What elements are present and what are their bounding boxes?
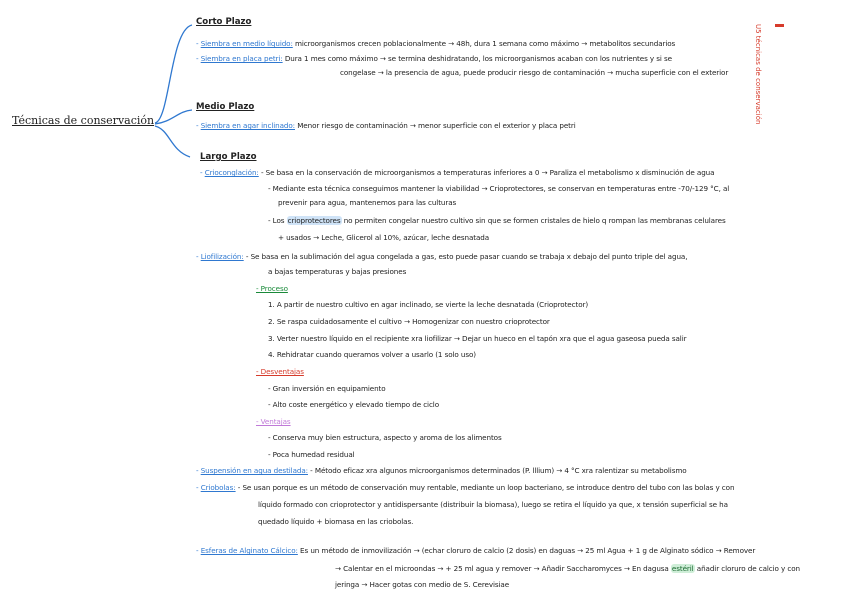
ventaja-1: - Conserva muy bien estructura, aspecto y aroma de los alimentos	[268, 433, 502, 442]
ventajas-label: - Ventajas	[256, 417, 291, 426]
desventajas-label: - Desventajas	[256, 367, 304, 376]
heading-corto: Corto Plazo	[196, 17, 252, 27]
corto-label-1: Siembra en medio líquido:	[200, 39, 293, 48]
esteril-highlight: estéril	[671, 564, 694, 573]
branch-corto	[155, 25, 192, 123]
crio-line-4: - Los crioprotectores no permiten congelar nuestro cultivo sin que se formen cristales de hielo q rompan las membranas celulares	[268, 216, 726, 225]
heading-medio: Medio Plazo	[196, 102, 255, 112]
lio-label: Liofilización:	[200, 252, 244, 261]
crio-label: Crioconglación:	[204, 168, 259, 177]
criobolas-line-2: líquido formado con crioprotector y antidispersante (distribuir la biomasa), luego se retira el líquido ya que, x tensión superficial se ha	[258, 500, 728, 509]
criobolas-line-3: quedado líquido + biomasa en las criobolas.	[258, 517, 414, 526]
corto-item-2-cont: congelase → la presencia de agua, puede producir riesgo de contaminación → mucha superficie con el exterior	[340, 68, 729, 77]
corto-item-2: - Siembra en placa petri: Dura 1 mes como máximo → se termina deshidratando, los microorganismos acaban con los nutrientes y si se	[196, 54, 672, 63]
medio-label-1: Siembra en agar inclinado:	[200, 121, 295, 130]
proceso-step-3: 3. Verter nuestro líquido en el recipiente xra liofilizar → Dejar un hueco en el tapón xra que el agua gaseosa pueda salir	[268, 334, 687, 343]
proceso-label: - Proceso	[256, 284, 288, 293]
side-label: U5 técnicas de conservación	[680, 24, 790, 94]
proceso-step-1: 1. A partir de nuestro cultivo en agar inclinado, se vierte la leche desnatada (Crioprotector)	[268, 300, 589, 309]
esferas-line-1: - Esferas de Alginato Cálcico: Es un método de inmovilización → (echar cloruro de calcio (2 dosis) en daguas → 25 ml Agua + 1 g de Alginato sódico → Remover	[196, 546, 756, 555]
corto-item-1: - Siembra en medio líquido: microorganismos crecen poblacionalmente → 48h, dura 1 semana como máximo → metabolitos secundarios	[196, 39, 676, 48]
desventaja-1: - Gran inversión en equipamiento	[268, 384, 386, 393]
medio-item-1: - Siembra en agar inclinado: Menor riesgo de contaminación → menor superficie con el exterior y placa petri	[196, 121, 576, 130]
proceso-step-4: 4. Rehidratar cuando queramos volver a usarlo (1 solo uso)	[268, 350, 476, 359]
criobolas-line-1: - Criobolas: - Se usan porque es un método de conservación muy rentable, mediante un loop bacteriano, se introduce dentro del tubo con las bolas y con	[196, 483, 735, 492]
lio-line-1: - Liofilización: - Se basa en la sublimación del agua congelada a gas, esto puede pasar cuando se trabaja x debajo del punto triple del agua,	[196, 252, 688, 261]
crioprotectores-highlight: crioprotectores	[287, 216, 341, 225]
criobolas-label: Criobolas:	[200, 483, 236, 492]
page-title: Técnicas de conservación	[12, 114, 155, 127]
proceso-step-2: 2. Se raspa cuidadosamente el cultivo → Homogenizar con nuestro crioprotector	[268, 317, 550, 326]
desventaja-2: - Alto coste energético y elevado tiempo de ciclo	[268, 400, 440, 409]
esferas-label: Esferas de Alginato Cálcico:	[200, 546, 298, 555]
corto-label-2: Siembra en placa petri:	[200, 54, 283, 63]
crio-line-3: prevenir para agua, mantenemos para las culturas	[278, 198, 457, 207]
crio-line-1: - Crioconglación: - Se basa en la conservación de microorganismos a temperaturas inferiores a 0 → Paraliza el metabolismo x disminución de agua	[200, 168, 715, 177]
suspension-label: Suspensión en agua destilada:	[200, 466, 308, 475]
crio-line-2: - Mediante esta técnica conseguimos mantener la viabilidad → Crioprotectores, se conservan en temperaturas entre -70/-129 °C, al	[268, 184, 730, 193]
esferas-line-3: jeringa → Hacer gotas con medio de S. Cerevisiae	[335, 580, 510, 589]
crio-line-5: + usados → Leche, Glicerol al 10%, azúcar, leche desnatada	[278, 233, 490, 242]
lio-line-2: a bajas temperaturas y bajas presiones	[268, 267, 407, 276]
ventaja-2: - Poca humedad residual	[268, 450, 355, 459]
esferas-line-2: → Calentar en el microondas → + 25 ml agua y remover → Añadir Saccharomyces → En dagusa estéril añadir cloruro de calcio y con	[335, 564, 800, 573]
heading-largo: Largo Plazo	[200, 152, 257, 162]
branch-largo	[155, 126, 190, 157]
suspension-line: - Suspensión en agua destilada: - Método eficaz xra algunos microorganismos determinados (P. lllium) → 4 °C xra ralentizar su metabolismo	[196, 466, 687, 475]
